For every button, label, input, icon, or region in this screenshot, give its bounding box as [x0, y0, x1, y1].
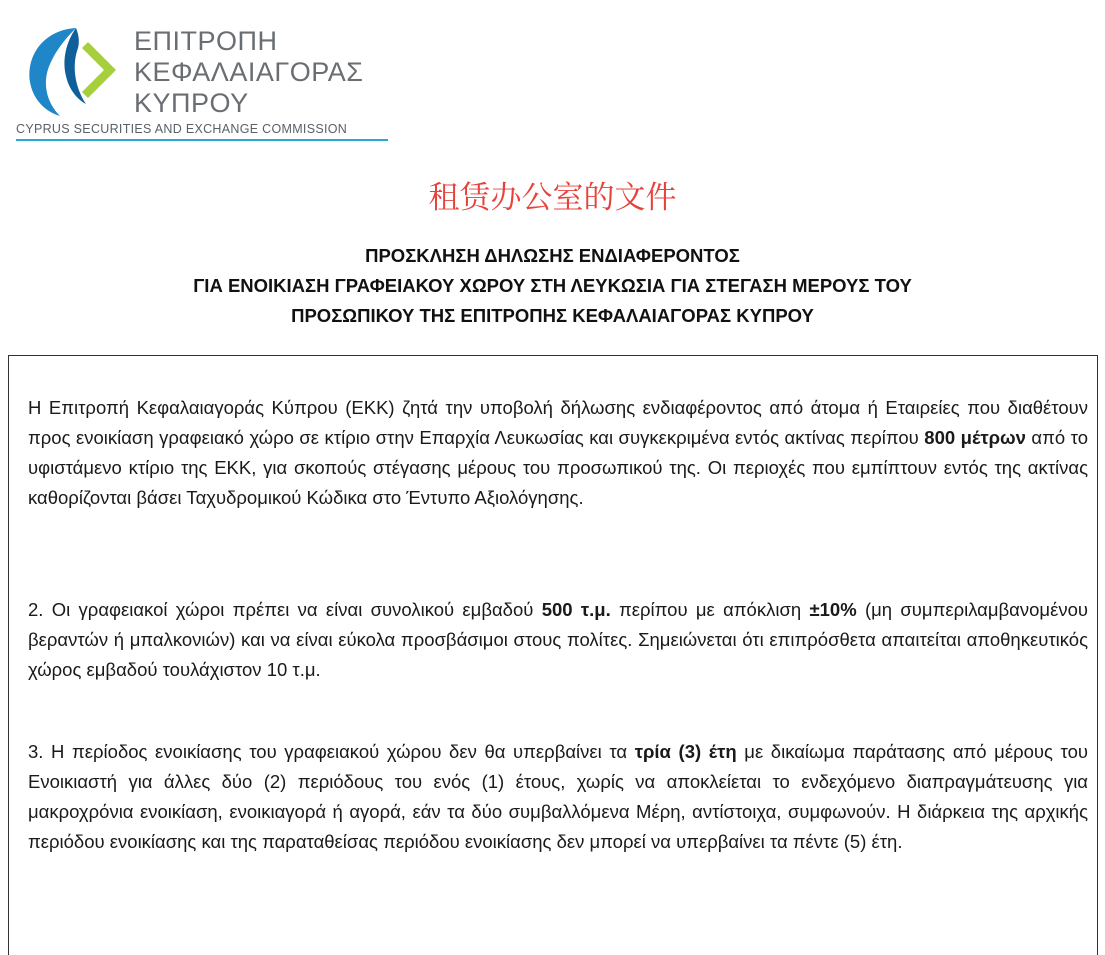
logo-greek-text [134, 26, 363, 119]
logo-line-2: ΚΕΦΑΛΑΙΑΓΟΡΑΣ [134, 57, 364, 87]
p2-text-a: 2. Οι γραφειακοί χώροι πρέπει να είναι συνολικού εμβαδού [28, 599, 542, 620]
p1-bold-radius: 800 μέτρων [924, 427, 1026, 448]
cysec-logo-mark-icon [16, 20, 128, 120]
title-line-1: ΠΡΟΣΚΛΗΣΗ ΔΗΛΩΣΗΣ ΕΝΔΙΑΦΕΡΟΝΤΟΣ [365, 245, 740, 266]
paragraph-1 [28, 393, 1088, 513]
p2-text-d: (μη συμπεριλαμβανομένου βεραντών ή μπαλκονιών) και να είναι εύκολα προσβάσιμοι στους πολίτες. Σημειώνεται ότι επιπρόσθετα απαιτείται αποθηκευτικός χώρος εμβαδού τουλάχιστον 10 τ.μ. [28, 599, 1088, 680]
logo-underline [16, 139, 388, 141]
p1-text-a: Η Επιτροπή Κεφαλαιαγοράς Κύπρου (ΕΚΚ) ζητά την υποβολή δήλωσης ενδιαφέροντος από άτομα ή Εταιρείες που διαθέτουν προς ενοικίαση γραφειακό χώρο σε κτίριο στην Επαρχία Λευκωσίας και συγκεκριμένα εντός ακτίνας περίπου [28, 397, 1088, 448]
red-annotation-text: 租赁办公室的文件 [428, 180, 677, 216]
p3-bold-term: τρία (3) έτη [634, 741, 737, 762]
cysec-logo [16, 18, 396, 143]
p3-text-c: με δικαίωμα παράτασης από μέρους του Ενοικιαστή για άλλες δύο (2) περιόδους του ενός (1) έτους, χωρίς να αποκλείεται το ενδεχόμενο διαπραγμάτευσης για μακροχρόνια ενοικίαση, ενοικιαγορά ή αγορά, εάν τα δύο συμβαλλόμενα Μέρη, αντίστοιχα, συμφωνούν. Η διάρκεια της αρχικής περιόδου ενοικίασης και της παραταθείσας περιόδου ενοικίασης δεν μπορεί να υπερβαίνει τα πέντε (5) έτη. [28, 741, 1088, 852]
paragraph-2 [28, 595, 1088, 685]
p2-text-c: περίπου με απόκλιση [610, 599, 810, 620]
logo-line-3: ΚΥΠΡΟΥ [134, 88, 249, 118]
title-line-2: ΓΙΑ ΕΝΟΙΚΙΑΣΗ ΓΡΑΦΕΙΑΚΟΥ ΧΩΡΟΥ ΣΤΗ ΛΕΥΚΩΣΙΑ ΓΙΑ ΣΤΕΓΑΣΗ ΜΕΡΟΥΣ ΤΟΥ [193, 275, 912, 296]
p2-bold-deviation: ±10% [809, 599, 857, 620]
document-title [0, 241, 1105, 331]
paragraph-3 [28, 737, 1088, 857]
p1-text-c: από το υφιστάμενο κτίριο της ΕΚΚ, για σκοπούς στέγασης μέρους του προσωπικού της. Οι περιοχές που εμπίπτουν εντός της ακτίνας καθορίζονται βάσει Ταχυδρομικού Κώδικα στο Έντυπο Αξιολόγησης. [28, 427, 1088, 508]
p2-bold-area: 500 τ.μ. [541, 599, 611, 620]
logo-english-text: CYPRUS SECURITIES AND EXCHANGE COMMISSION [16, 122, 348, 136]
title-line-3: ΠΡΟΣΩΠΙΚΟΥ ΤΗΣ ΕΠΙΤΡΟΠΗΣ ΚΕΦΑΛΑΙΑΓΟΡΑΣ ΚΥΠΡΟΥ [291, 305, 814, 326]
logo-line-1: ΕΠΙΤΡΟΠΗ [134, 26, 278, 56]
p3-text-a: 3. Η περίοδος ενοικίασης του γραφειακού χώρου δεν θα υπερβαίνει τα [28, 741, 635, 762]
